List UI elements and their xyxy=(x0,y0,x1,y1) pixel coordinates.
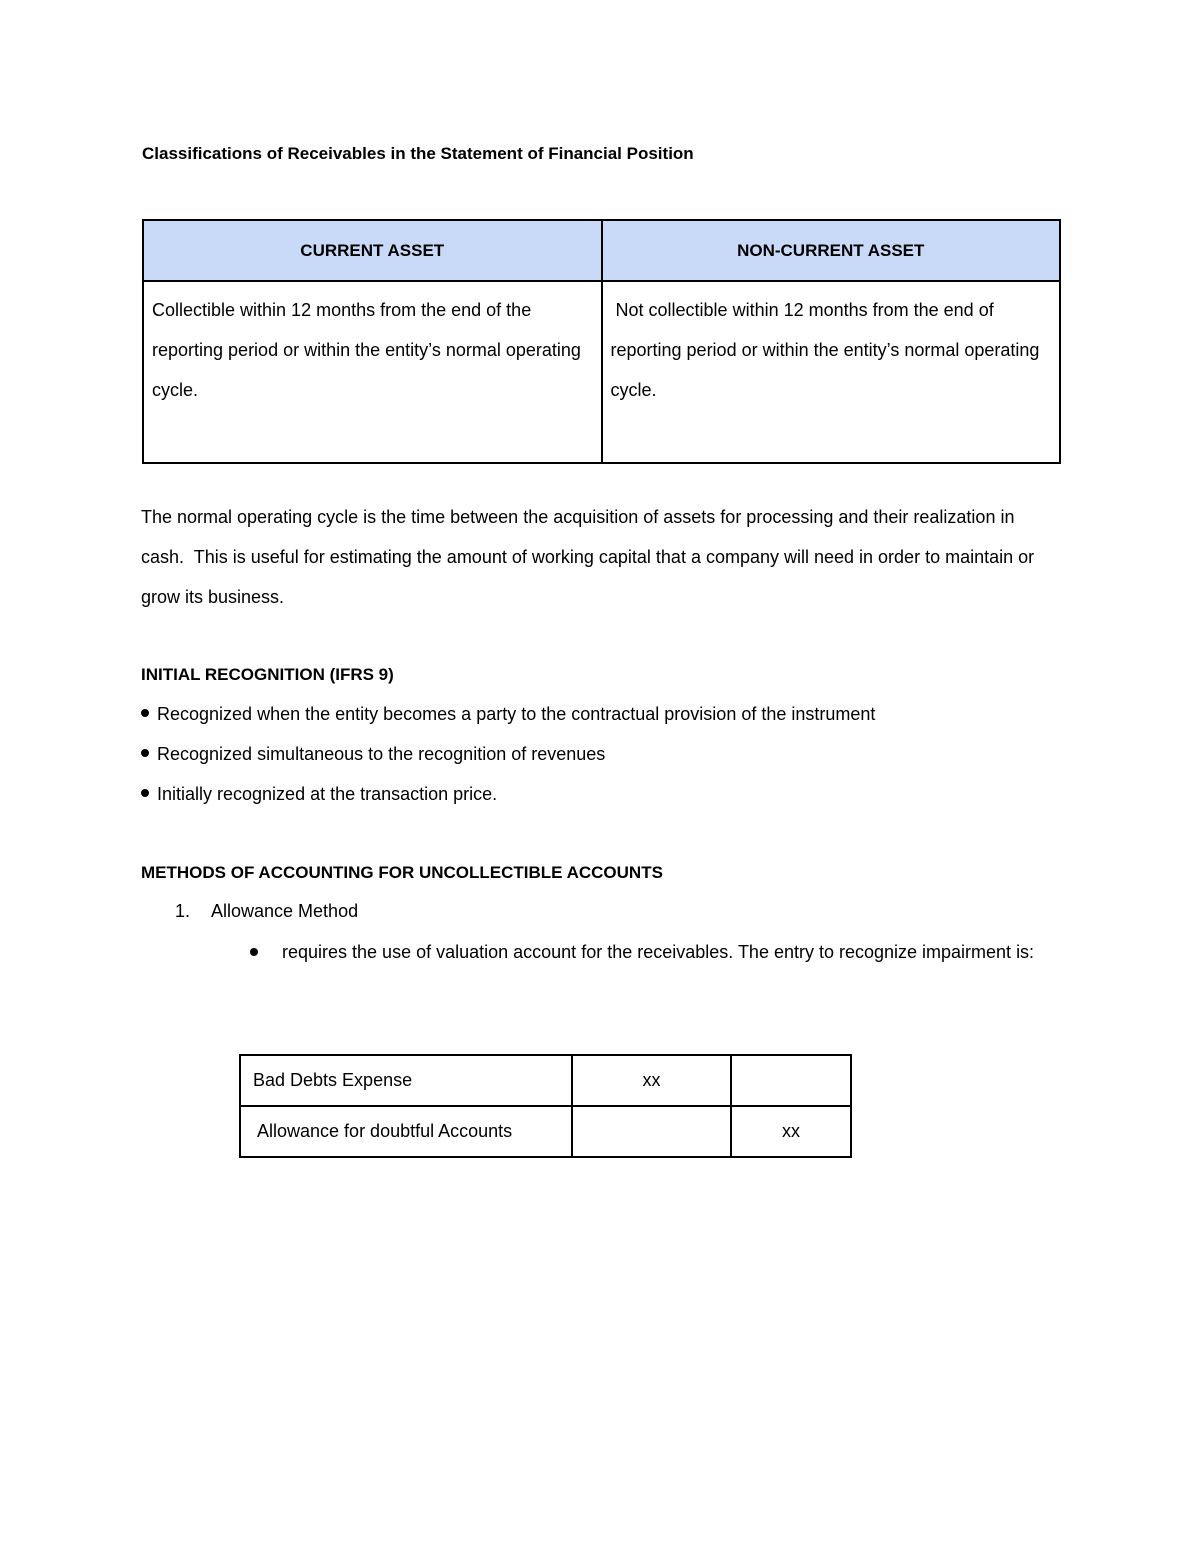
list-item-text: Initially recognized at the transaction price. xyxy=(157,784,498,804)
list-item xyxy=(141,784,497,805)
current-asset-header: CURRENT ASSET xyxy=(143,220,602,281)
bullet-icon xyxy=(141,789,149,797)
methods-heading: METHODS OF ACCOUNTING FOR UNCOLLECTIBLE ACCOUNTS xyxy=(141,863,663,882)
document-title: Classifications of Receivables in the Statement of Financial Position xyxy=(142,144,694,163)
credit-amount-cell: xx xyxy=(731,1106,851,1157)
table-row xyxy=(240,1055,851,1106)
current-asset-description: Collectible within 12 months from the end of the reporting period or within the entity’s normal operating cycle. xyxy=(143,281,602,463)
bullet-icon xyxy=(141,709,149,717)
non-current-asset-header: NON-CURRENT ASSET xyxy=(602,220,1061,281)
table-row xyxy=(143,281,1060,463)
operating-cycle-paragraph: The normal operating cycle is the time between the acquisition of assets for processing and their realization in cash. This is useful for estimating the amount of working capital that a company will need in order to maintain or grow its business. xyxy=(141,507,1040,607)
receivables-classification-table xyxy=(142,219,1061,464)
initial-recognition-heading: INITIAL RECOGNITION (IFRS 9) xyxy=(141,665,394,684)
debit-account-cell: Bad Debts Expense xyxy=(240,1055,572,1106)
list-item xyxy=(141,704,875,725)
list-item-text: Recognized when the entity becomes a party to the contractual provision of the instrument xyxy=(157,704,876,724)
journal-entry-table xyxy=(239,1054,852,1158)
item-label: Allowance Method xyxy=(211,901,359,921)
list-item-text: Recognized simultaneous to the recognition of revenues xyxy=(157,744,606,764)
credit-amount-cell xyxy=(731,1055,851,1106)
numbered-item-allowance-method xyxy=(175,901,358,922)
debit-amount-cell xyxy=(572,1106,731,1157)
table-header-row xyxy=(143,220,1060,281)
item-number: 1. xyxy=(175,901,191,921)
bullet-icon xyxy=(141,749,149,757)
bullet-icon xyxy=(250,948,258,956)
table-row xyxy=(240,1106,851,1157)
list-item xyxy=(141,744,605,765)
non-current-asset-description: Not collectible within 12 months from the end of reporting period or within the entity’s normal operating cycle. xyxy=(602,281,1061,463)
allowance-method-description: requires the use of valuation account for the receivables. The entry to recognize impairment is: xyxy=(282,942,1035,962)
credit-account-cell: Allowance for doubtful Accounts xyxy=(240,1106,572,1157)
debit-amount-cell: xx xyxy=(572,1055,731,1106)
